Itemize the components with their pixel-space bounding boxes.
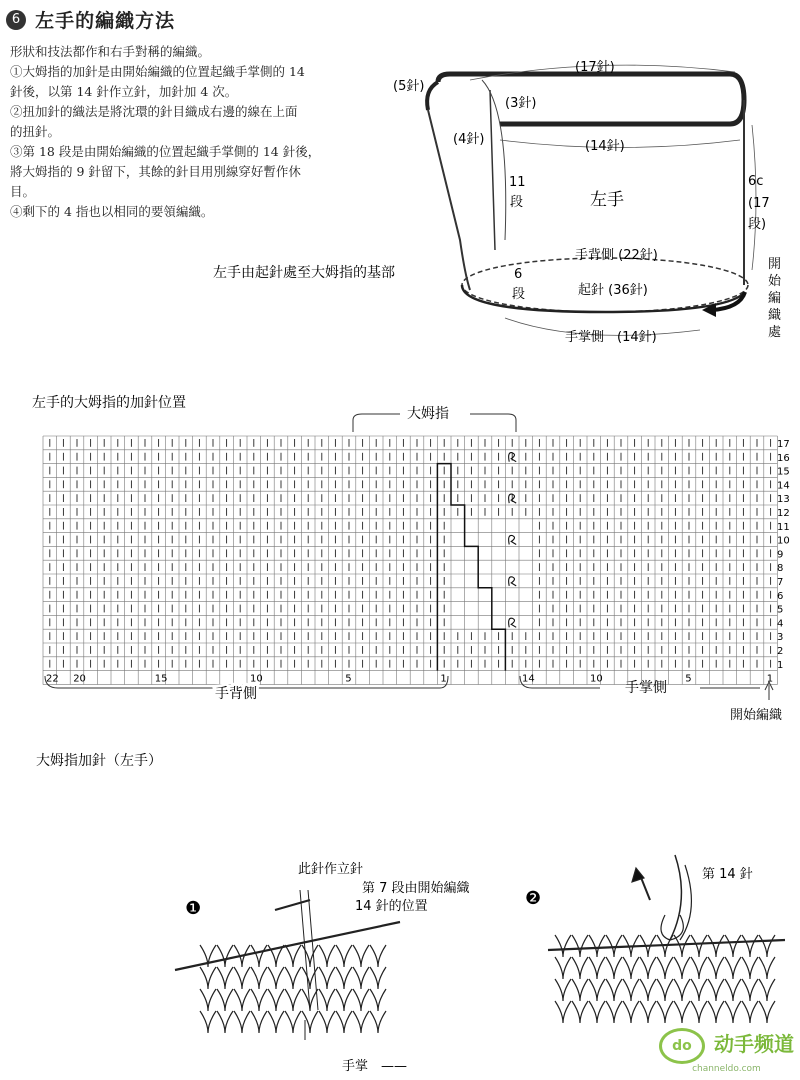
thumb-section-title: 大姆指加針（左手） xyxy=(36,753,162,769)
instruction-line: ③第 18 段是由開始編織的位置起織手掌側的 14 針後， xyxy=(10,144,321,159)
knit-stitch xyxy=(319,945,335,967)
column-number: 1 xyxy=(440,673,447,685)
knit-stitch xyxy=(657,957,673,979)
knit-stitch xyxy=(657,979,673,1001)
knit-stitch xyxy=(742,935,758,957)
thumb-label: 大姆指 xyxy=(407,406,449,422)
knit-stitch xyxy=(589,957,605,979)
mitten-diagram xyxy=(0,0,800,370)
watermark-url: channeldo.com xyxy=(692,1064,761,1074)
knit-stitch xyxy=(759,935,775,957)
knit-stitch xyxy=(589,979,605,1001)
label-4-stitches: (4針) xyxy=(453,132,485,147)
label-start-2: 始 xyxy=(768,274,782,289)
knit-stitch xyxy=(251,1011,267,1033)
column-number: 10 xyxy=(590,673,603,685)
knit-stitch xyxy=(285,945,301,967)
column-number: 15 xyxy=(154,673,168,685)
label-6: 6 xyxy=(514,267,523,282)
knit-stitch xyxy=(623,1001,639,1023)
knit-stitch xyxy=(319,1011,335,1033)
knit-stitch xyxy=(708,935,724,957)
instruction-line: 的扭針。 xyxy=(10,124,61,139)
knit-stitch xyxy=(759,1001,775,1023)
twist-increase-icon xyxy=(509,618,517,627)
label-start-4: 織 xyxy=(768,308,782,323)
knit-stitch xyxy=(319,989,335,1011)
knit-stitch xyxy=(200,989,216,1011)
page-title: 左手的編織方法 xyxy=(35,10,176,32)
label-14-stitches: (14針) xyxy=(585,139,625,154)
knit-stitch xyxy=(336,1011,352,1033)
row-number: 13 xyxy=(777,494,790,506)
knit-stitch xyxy=(555,1001,571,1023)
label-start-5: 處 xyxy=(768,325,782,340)
knit-stitch xyxy=(268,967,284,989)
knit-stitch xyxy=(319,967,335,989)
label-back-22: 手背側 (22針) xyxy=(575,248,658,263)
instruction-line: 目。 xyxy=(10,184,36,199)
knit-stitch xyxy=(708,1001,724,1023)
knit-stitch xyxy=(657,1001,673,1023)
twist-increase-icon xyxy=(509,577,517,586)
knit-stitch xyxy=(217,945,233,967)
knit-stitch xyxy=(606,957,622,979)
instruction-line: ②扭加針的織法是將沈環的針目織成右邊的線在上面 xyxy=(10,104,298,119)
label-stitch-14: 第 14 針 xyxy=(702,867,753,882)
start-knitting-label: 開始編織 xyxy=(730,708,783,723)
knit-stitch xyxy=(200,967,216,989)
knit-stitch xyxy=(691,979,707,1001)
instruction-line: 形狀和技法都作和右手對稱的編織。 xyxy=(10,44,211,59)
instruction-line: 針後，以第 14 針作立針，加針加 4 次。 xyxy=(10,84,238,99)
back-side-label: 手背側 xyxy=(215,686,257,702)
label-3-stitches: (3針) xyxy=(505,96,537,111)
step-2-icon: ❷ xyxy=(525,888,542,909)
knit-stitch xyxy=(336,989,352,1011)
knit-stitch xyxy=(691,957,707,979)
row-number: 3 xyxy=(777,632,784,644)
knit-stitch xyxy=(251,989,267,1011)
knit-stitch xyxy=(759,957,775,979)
watermark-name: 动手频道 xyxy=(714,1031,794,1056)
label-11: 11 xyxy=(509,175,526,190)
knit-stitch xyxy=(759,979,775,1001)
row-number: 7 xyxy=(777,577,784,588)
knit-stitch xyxy=(623,957,639,979)
knit-stitch xyxy=(353,945,369,967)
instruction-line: ①大姆指的加針是由開始編織的位置起織手掌側的 14 xyxy=(10,64,305,79)
knit-stitch xyxy=(251,945,267,967)
label-14-position: 14 針的位置 xyxy=(355,899,428,914)
column-number: 5 xyxy=(345,673,352,685)
label-11-rows: 段 xyxy=(510,195,524,210)
grid-cells xyxy=(43,436,777,685)
knit-stitch xyxy=(217,989,233,1011)
knit-stitch xyxy=(234,967,250,989)
knit-stitch xyxy=(742,957,758,979)
knit-stitch xyxy=(555,957,571,979)
knit-stitch xyxy=(572,1001,588,1023)
knit-stitch xyxy=(251,967,267,989)
label-6-rows: 段 xyxy=(512,287,526,302)
knit-stitch xyxy=(336,945,352,967)
knit-stitch xyxy=(370,1011,386,1033)
row-number: 5 xyxy=(777,604,784,616)
column-number: 14 xyxy=(522,673,535,685)
knit-stitch xyxy=(572,979,588,1001)
watermark-logo: do xyxy=(659,1028,705,1064)
knit-stitch xyxy=(217,1011,233,1033)
knit-stitch xyxy=(555,979,571,1001)
label-17-stitches: (17針) xyxy=(575,60,615,75)
label-17-rows-a: (17 xyxy=(748,196,770,211)
knit-stitch xyxy=(285,967,301,989)
knit-stitch xyxy=(302,1011,318,1033)
knit-stitch xyxy=(353,989,369,1011)
column-number: 1 xyxy=(766,673,774,685)
palm-label: 手掌 —— xyxy=(342,1059,408,1074)
chart-title: 左手的大姆指的加針位置 xyxy=(32,395,186,411)
knit-stitch xyxy=(589,1001,605,1023)
knit-stitch xyxy=(370,967,386,989)
instruction-line: 將大姆指的 9 針留下，其餘的針目用別線穿好暫作休 xyxy=(10,164,301,179)
label-6c: 6c xyxy=(748,174,764,189)
thumb-stitch-chart xyxy=(0,380,800,730)
label-left-hand: 左手 xyxy=(590,190,624,210)
knit-stitch xyxy=(606,979,622,1001)
knit-stitch xyxy=(268,1011,284,1033)
row-number: 9 xyxy=(777,549,784,561)
palm-side-label: 手掌側 xyxy=(625,680,667,696)
knit-stitch xyxy=(725,957,741,979)
column-number: 20 xyxy=(73,673,86,685)
row-number: 17 xyxy=(777,439,790,450)
knit-stitch xyxy=(589,935,605,957)
watermark xyxy=(659,1028,794,1075)
knit-stitch xyxy=(708,957,724,979)
row-number: 6 xyxy=(777,590,784,602)
knit-stitch xyxy=(640,979,656,1001)
knit-stitch xyxy=(217,967,233,989)
knit-stitch xyxy=(555,935,571,957)
mitten-top-edge-left xyxy=(427,82,438,110)
knit-stitch xyxy=(285,989,301,1011)
knit-stitch xyxy=(336,967,352,989)
thumb-gusset-line xyxy=(490,90,495,250)
knit-stitch xyxy=(353,967,369,989)
row-number: 2 xyxy=(777,646,784,657)
twist-increase-icon xyxy=(509,535,517,544)
knit-stitch xyxy=(370,989,386,1011)
label-row-7: 第 7 段由開始編織 xyxy=(362,881,470,896)
column-number: 5 xyxy=(685,673,692,685)
label-5-stitches: (5針) xyxy=(393,79,425,94)
row-number: 12 xyxy=(777,508,790,519)
twist-increase-marks xyxy=(509,453,517,628)
step-1-icon: ❶ xyxy=(185,898,202,919)
label-start-1: 開 xyxy=(768,257,782,272)
knit-stitch xyxy=(742,979,758,1001)
row-number: 16 xyxy=(777,452,790,464)
label-cast-on: 起針 (36針) xyxy=(578,283,648,298)
start-arrow-icon xyxy=(765,682,773,700)
knit-stitch xyxy=(640,1001,656,1023)
row-number: 10 xyxy=(777,535,790,547)
knit-stitch xyxy=(268,989,284,1011)
knit-stitch xyxy=(285,1011,301,1033)
knit-stitch xyxy=(353,1011,369,1033)
knit-stitch xyxy=(623,979,639,1001)
knit-stitch xyxy=(234,1011,250,1033)
column-number: 22 xyxy=(46,673,59,685)
row-number: 4 xyxy=(777,618,784,630)
row-number: 1 xyxy=(777,659,784,671)
knit-stitch xyxy=(572,935,588,957)
row-number: 8 xyxy=(777,563,784,575)
row-number: 15 xyxy=(777,466,790,478)
instruction-line: ④剩下的 4 指也以相同的要領編織。 xyxy=(10,204,214,219)
knit-stitch xyxy=(370,945,386,967)
knit-stitch xyxy=(725,979,741,1001)
label-17-rows-b: 段) xyxy=(748,217,767,232)
knit-stitch xyxy=(691,1001,707,1023)
knit-stitch xyxy=(572,957,588,979)
knit-stitch xyxy=(725,1001,741,1023)
label-this-stitch: 此針作立針 xyxy=(298,862,364,877)
knit-stitch xyxy=(674,979,690,1001)
knit-stitch xyxy=(606,1001,622,1023)
label-palm-14: 手掌側 (14針) xyxy=(565,330,657,345)
label-start-3: 編 xyxy=(768,291,782,306)
knit-stitch xyxy=(674,1001,690,1023)
knit-stitch xyxy=(674,957,690,979)
column-number: 10 xyxy=(250,673,263,685)
mitten-caption: 左手由起針處至大姆指的基部 xyxy=(213,265,395,281)
knit-stitch xyxy=(691,935,707,957)
step-number-badge: 6 xyxy=(6,10,26,30)
knit-stitch xyxy=(742,1001,758,1023)
knit-stitch xyxy=(640,957,656,979)
knit-stitch xyxy=(725,935,741,957)
knit-stitch xyxy=(200,1011,216,1033)
row-number: 11 xyxy=(777,521,790,533)
row-number: 14 xyxy=(777,480,790,492)
row-number-labels xyxy=(777,439,790,671)
knit-stitch xyxy=(708,979,724,1001)
knit-stitch xyxy=(234,989,250,1011)
